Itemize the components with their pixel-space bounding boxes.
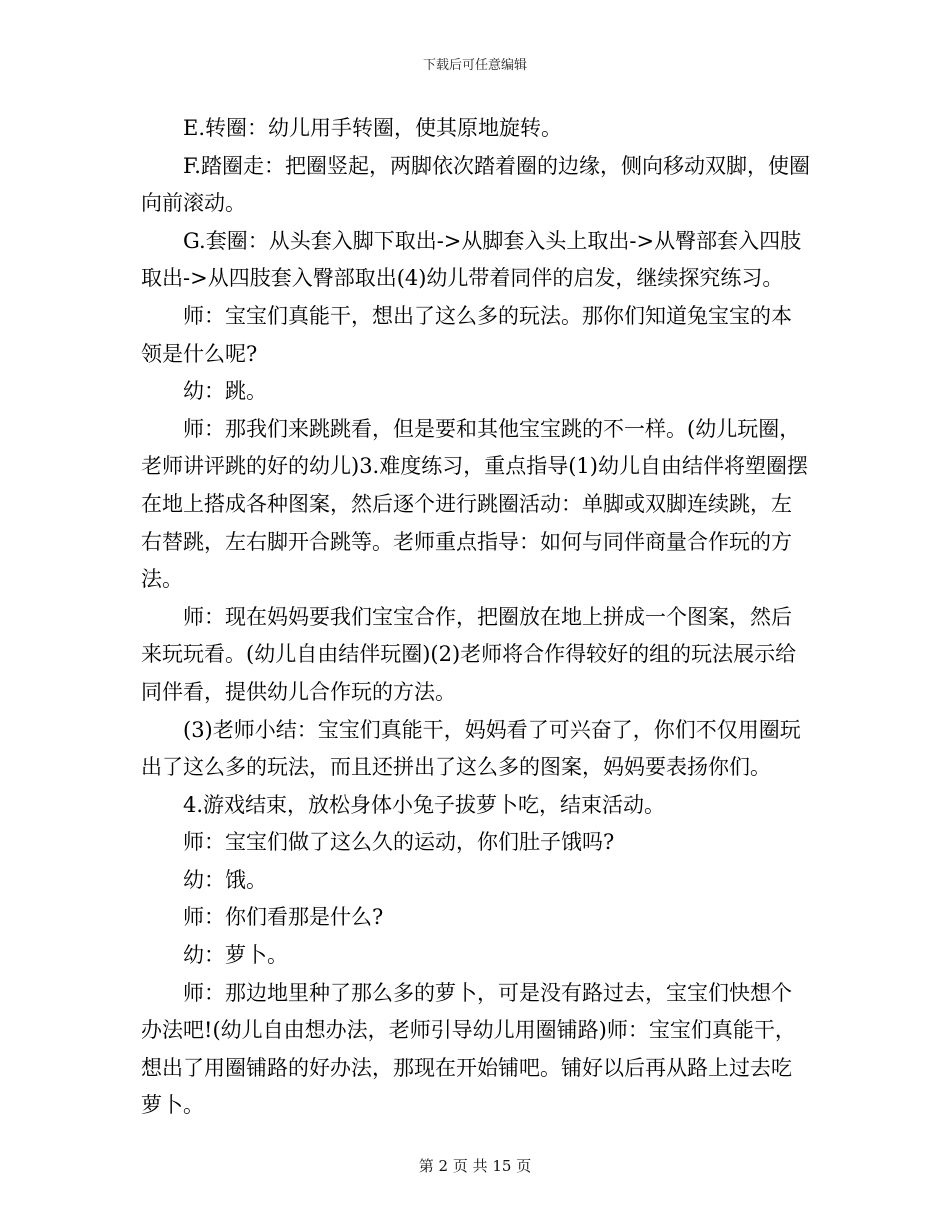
paragraph-pave-road: 师：那边地里种了那么多的萝卜，可是没有路过去，宝宝们快想个办法吧!(幼儿自由想办法，老师引导幼儿用圈铺路)师：宝宝们真能干，想出了用圈铺路的好办法，那现在开始铺吧。铺好以后再从路上过去吃萝卜。 — [141, 980, 796, 1118]
paragraph-teacher-question: 师：宝宝们真能干，想出了这么多的玩法。那你们知道兔宝宝的本领是什么呢? — [141, 303, 792, 366]
paragraph-hungry-question: 师：宝宝们做了这么久的运动，你们肚子饿吗? — [183, 830, 615, 855]
paragraph-put-on-hoop: G.套圈：从头套入脚下取出->从脚套入头上取出->从臀部套入四肢取出->从四肢套入臀部取出(4)幼儿带着同伴的启发，继续探究练习。 — [141, 228, 802, 291]
paragraph-summary: (3)老师小结：宝宝们真能干，妈妈看了可兴奋了，你们不仅用圈玩出了这么多的玩法，而且还拼出了这么多的图案，妈妈要表扬你们。 — [141, 717, 801, 780]
paragraph-cooperation: 师：现在妈妈要我们宝宝合作，把圈放在地上拼成一个图案，然后来玩玩看。(幼儿自由结伴玩圈)(2)老师将合作得较好的组的玩法展示给同伴看，提供幼儿合作玩的方法。 — [141, 604, 797, 704]
page-header: 下载后可任意编辑 — [422, 58, 527, 73]
paragraph-child-jump: 幼：跳。 — [183, 379, 267, 404]
paragraph-radish-answer: 幼：萝卜。 — [183, 943, 288, 968]
paragraph-what-question: 师：你们看那是什么? — [183, 905, 384, 930]
paragraph-game-end: 4.游戏结束，放松身体小兔子拔萝卜吃，结束活动。 — [183, 792, 666, 817]
paragraph-rotate-hoop: E.转圈：幼儿用手转圈，使其原地旋转。 — [183, 116, 563, 140]
paragraph-difficulty-practice: 师：那我们来跳跳看，但是要和其他宝宝跳的不一样。(幼儿玩圈，老师讲评跳的好的幼儿)3.难度练习，重点指导(1)幼儿自由结伴将塑圈摆在地上搭成各种图案，然后逐个进行跳圈活动：单脚或双脚连续跳，左右替跳，左右脚开合跳等。老师重点指导：如何与同伴商量合作玩的方法。 — [141, 416, 808, 592]
document-body — [141, 110, 811, 1125]
page-footer: 第 2 页 共 15 页 — [418, 1157, 532, 1175]
paragraph-step-hoop: F.踏圈走：把圈竖起，两脚依次踏着圈的边缘，侧向移动双脚，使圈向前滚动。 — [141, 153, 810, 216]
paragraph-hungry-answer: 幼：饿。 — [183, 867, 267, 892]
